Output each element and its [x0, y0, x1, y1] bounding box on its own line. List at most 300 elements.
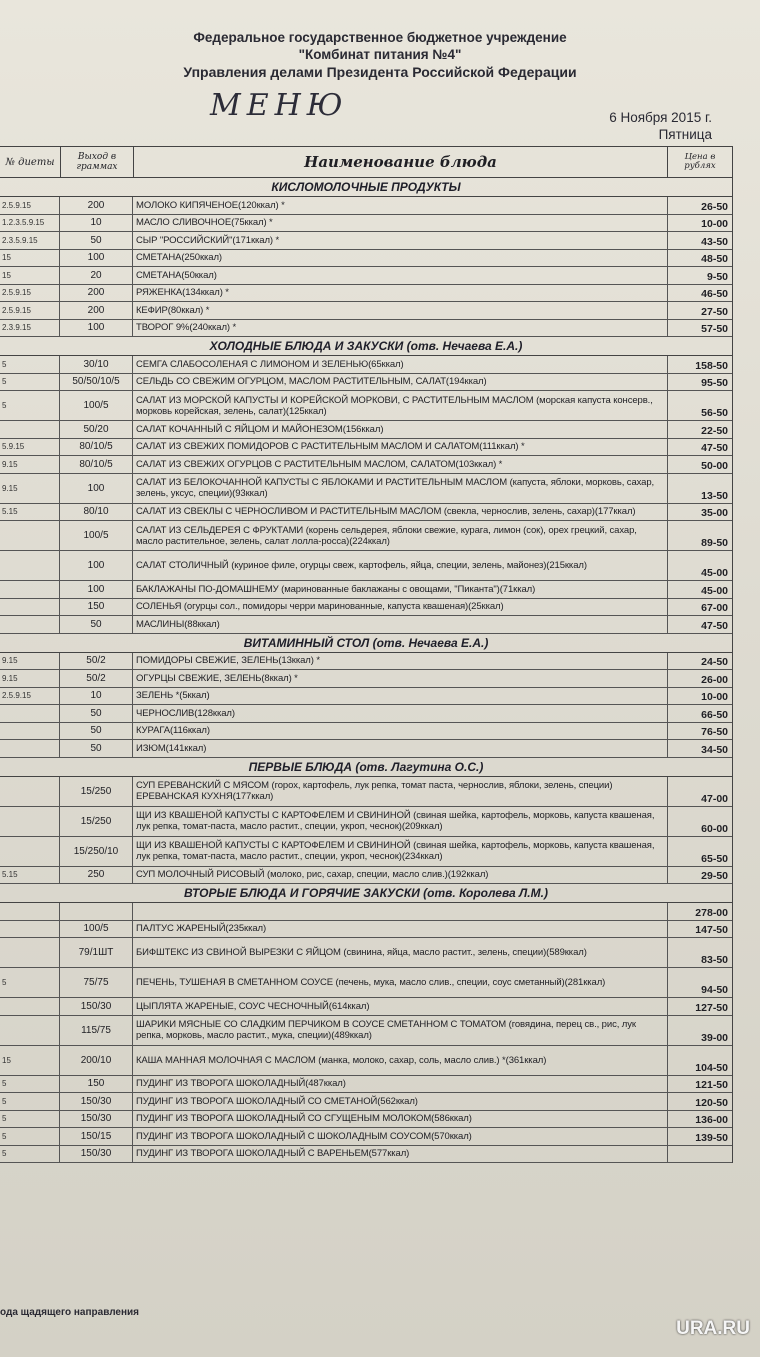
price-cell [668, 921, 732, 938]
diet-cell [0, 903, 60, 920]
table-row [0, 723, 732, 741]
price-cell [668, 688, 732, 705]
yield-cell-text: 50 [90, 742, 102, 754]
price-cell [668, 232, 732, 249]
yield-cell [60, 998, 133, 1015]
dish-name-cell [133, 1076, 668, 1093]
table-row [0, 391, 732, 421]
price-cell-text: 94-50 [701, 984, 728, 996]
diet-cell-text: 5 [2, 401, 7, 410]
diet-cell-text: 2.3.9.15 [2, 323, 31, 333]
dish-name-cell [133, 1111, 668, 1128]
price-cell [668, 1111, 732, 1128]
dish-name-cell [133, 705, 668, 722]
dish-name-cell [133, 504, 668, 521]
diet-cell [0, 474, 60, 503]
yield-cell [60, 391, 133, 420]
price-cell-text: 46-50 [701, 288, 728, 300]
price-cell [668, 705, 732, 722]
yield-cell [60, 504, 133, 521]
price-cell-text: 45-00 [701, 567, 728, 579]
yield-cell [60, 356, 133, 373]
column-header-name: Наименование блюда [134, 147, 668, 177]
yield-cell [60, 374, 133, 391]
yield-cell [60, 521, 133, 550]
diet-cell [0, 551, 60, 580]
yield-cell-text: 50/2 [86, 655, 106, 667]
yield-cell-text: 150 [87, 1078, 105, 1090]
dish-name-cell-text: КЕФИР(80ккал) * [136, 304, 210, 316]
dish-name-cell-text: ЗЕЛЕНЬ *(5ккал) [136, 690, 210, 702]
yield-cell-text: 200/10 [80, 1054, 112, 1066]
diet-cell-text: 2.5.9.15 [2, 288, 31, 298]
table-row [0, 267, 732, 285]
price-cell-text: 104-50 [695, 1061, 728, 1074]
diet-cell-text: 5 [2, 1096, 7, 1106]
dish-name-cell [133, 215, 668, 232]
diet-cell [0, 1128, 60, 1145]
dish-name-cell [133, 723, 668, 740]
diet-cell [0, 1046, 60, 1075]
price-cell [668, 599, 732, 616]
price-cell-text: 10-00 [701, 218, 728, 230]
yield-cell-text: 150 [87, 601, 105, 613]
diet-cell [0, 267, 60, 284]
table-row [0, 938, 732, 968]
dish-name-cell [133, 250, 668, 267]
diet-cell-text: 2.5.9.15 [2, 200, 31, 210]
table-body [0, 178, 732, 1163]
dish-name-cell-text: БИФШТЕКС ИЗ СВИНОЙ ВЫРЕЗКИ С ЯЙЦОМ (свинина, яйца, масло растит., зелень, специи)(589ккал) [136, 947, 587, 958]
yield-cell-text: 50/50/10/5 [72, 376, 120, 388]
price-cell [668, 723, 732, 740]
price-cell-text: 24-50 [701, 656, 728, 668]
price-cell-text: 47-00 [701, 792, 728, 805]
diet-cell [0, 356, 60, 373]
price-cell-text: 48-50 [701, 253, 728, 265]
yield-cell [60, 215, 133, 232]
yield-cell [60, 1046, 133, 1075]
dish-name-cell [133, 968, 668, 997]
dish-name-cell-text: ЩИ ИЗ КВАШЕНОЙ КАПУСТЫ С КАРТОФЕЛЕМ И СВИНИНОЙ (свиная шейка, картофель, морковь, капуста квашеная, лук репка, томат-паста, масло растит., специи, укроп, чеснок)(234ккал) [136, 840, 655, 862]
section-title: ХОЛОДНЫЕ БЛЮДА И ЗАКУСКИ (отв. Нечаева Е.А.) [0, 337, 732, 356]
price-cell [668, 670, 732, 687]
yield-cell-text: 50 [90, 707, 102, 719]
dish-name-cell-text: ЩИ ИЗ КВАШЕНОЙ КАПУСТЫ С КАРТОФЕЛЕМ И СВИНИНОЙ (свиная шейка, картофель, морковь, капуста квашеная, лук репка, томат-паста, масло растит., специи, укроп, чеснок)(209ккал) [136, 810, 655, 832]
diet-cell [0, 670, 60, 687]
table-row [0, 670, 732, 688]
dish-name-cell [133, 1046, 668, 1075]
price-cell-text: 26-00 [701, 673, 728, 686]
yield-cell-text: 100 [87, 560, 105, 571]
diet-cell-text: 5 [2, 1149, 7, 1159]
diet-cell-text: 5 [2, 1114, 7, 1124]
dish-name-cell [133, 616, 668, 633]
price-cell [668, 1128, 732, 1145]
diet-cell [0, 1016, 60, 1045]
price-cell-text: 158-50 [695, 359, 728, 372]
dish-name-cell-text: МАСЛО СЛИВОЧНОЕ(75ккал) * [136, 217, 273, 229]
dish-name-cell-text: САЛАТ СТОЛИЧНЫЙ (куриное филе, огурцы свеж, картофель, яйца, специи, зелень, майонез)(215ккал) [136, 560, 587, 571]
price-cell-text: 95-50 [701, 377, 728, 389]
dish-name-cell [133, 474, 668, 503]
dish-name-cell-text: СУП МОЛОЧНЫЙ РИСОВЫЙ (молоко, рис, сахар, специи, масло слив.)(192ккал) [136, 869, 489, 881]
yield-cell [60, 285, 133, 302]
price-cell [668, 903, 732, 920]
dish-name-cell-text: СЕМГА СЛАБОСОЛЕНАЯ С ЛИМОНОМ И ЗЕЛЕНЬЮ(65ккал) [136, 358, 404, 370]
table-row [0, 356, 732, 374]
table-row [0, 302, 732, 320]
price-cell-text: 10-00 [701, 691, 728, 703]
yield-cell-text: 10 [90, 217, 102, 229]
dish-name-cell-text: ПАЛТУС ЖАРЕНЫЙ(235ккал) [136, 923, 267, 935]
price-cell-text: 47-50 [701, 619, 728, 632]
dish-name-cell [133, 285, 668, 302]
dish-name-cell-text: СМЕТАНА(250ккал) [136, 252, 222, 264]
yield-cell [60, 740, 133, 757]
table-row [0, 616, 732, 634]
diet-cell [0, 581, 60, 598]
diet-cell-text: 5 [2, 1131, 7, 1141]
price-cell [668, 374, 732, 391]
dish-name-cell [133, 670, 668, 687]
org-name-line-1: Федеральное государственное бюджетное учреждение [193, 30, 567, 45]
price-cell-text: 278-00 [695, 906, 728, 919]
footer-note: ода щадящего направления [0, 1307, 140, 1318]
price-cell [668, 504, 732, 521]
diet-cell-text: 5 [2, 359, 7, 369]
yield-cell [60, 599, 133, 616]
dish-name-cell [133, 653, 668, 670]
table-row [0, 1111, 732, 1129]
dish-name-cell [133, 777, 668, 806]
dish-name-cell [133, 232, 668, 249]
yield-cell-text: 80/10/5 [79, 441, 113, 453]
diet-cell [0, 688, 60, 705]
price-cell [668, 581, 732, 598]
table-row [0, 285, 732, 303]
price-cell-text: 65-50 [701, 852, 728, 865]
price-cell [668, 1016, 732, 1045]
diet-cell-text: 5 [2, 377, 7, 387]
diet-cell-text: 15 [2, 270, 11, 280]
yield-cell-text: 50/2 [86, 672, 106, 684]
dish-name-cell-text: ШАРИКИ МЯСНЫЕ СО СЛАДКИМ ПЕРЧИКОМ В СОУСЕ СМЕТАННОМ С ТОМАТОМ (говядина, перец св., рис, лук репка, морковь, масло растит., мука, специи)(489ккал) [136, 1019, 636, 1041]
diet-cell [0, 250, 60, 267]
price-cell [668, 1146, 732, 1163]
dish-name-cell [133, 740, 668, 757]
price-cell [668, 1046, 732, 1075]
table-row [0, 807, 732, 837]
dish-name-cell [133, 903, 668, 920]
diet-cell [0, 504, 60, 521]
dish-name-cell-text: САЛАТ ИЗ МОРСКОЙ КАПУСТЫ И КОРЕЙСКОЙ МОРКОВИ, С РАСТИТЕЛЬНЫМ МАСЛОМ (морская капуста консерв., морковь корейская, зелень, салат)(125ккал) [136, 394, 653, 417]
yield-cell-text: 15/250 [80, 815, 112, 827]
price-cell-text: 66-50 [701, 708, 728, 721]
diet-cell [0, 740, 60, 757]
column-header-yield: Выход в граммах [61, 147, 134, 177]
table-row [0, 197, 732, 215]
dish-name-cell [133, 320, 668, 337]
table-row [0, 581, 732, 599]
dish-name-cell-text: КАША МАННАЯ МОЛОЧНАЯ С МАСЛОМ (манка, молоко, сахар, соль, масло слив.) *(361ккал) [136, 1054, 547, 1066]
table-row [0, 551, 732, 581]
diet-cell [0, 302, 60, 319]
diet-cell [0, 723, 60, 740]
diet-cell [0, 197, 60, 214]
menu-table [0, 146, 733, 1163]
price-cell [668, 521, 732, 550]
price-cell-text: 22-50 [701, 424, 728, 437]
diet-cell [0, 439, 60, 456]
dish-name-cell-text: САЛАТ ИЗ СВЕЖИХ ОГУРЦОВ С РАСТИТЕЛЬНЫМ МАСЛОМ, САЛАТОМ(103ккал) * [136, 458, 503, 470]
yield-cell-text: 50 [90, 725, 102, 737]
dish-name-cell-text: ОГУРЦЫ СВЕЖИЕ, ЗЕЛЕНЬ(8ккал) * [136, 672, 298, 684]
price-cell [668, 267, 732, 284]
price-cell [668, 215, 732, 232]
diet-cell [0, 705, 60, 722]
diet-cell [0, 921, 60, 938]
yield-cell-text: 150/15 [80, 1130, 112, 1142]
dish-name-cell [133, 599, 668, 616]
yield-cell-text: 50/20 [83, 423, 109, 435]
dish-name-cell [133, 867, 668, 884]
yield-cell-text: 115/75 [81, 1024, 111, 1036]
diet-cell [0, 421, 60, 438]
table-row [0, 705, 732, 723]
yield-cell [60, 320, 133, 337]
yield-cell-text: 150/30 [80, 1095, 112, 1107]
diet-cell-text: 9.15 [2, 673, 18, 683]
table-row [0, 504, 732, 522]
dish-name-cell [133, 374, 668, 391]
diet-cell-text: 5 [2, 978, 7, 987]
price-cell-text: 76-50 [701, 726, 728, 738]
price-cell-text: 29-50 [701, 870, 728, 882]
table-row [0, 837, 732, 867]
price-cell [668, 391, 732, 420]
yield-cell-text: 80/10/5 [79, 458, 113, 470]
dish-name-cell [133, 581, 668, 598]
price-cell-text: 9-50 [706, 270, 728, 283]
yield-cell-text: 200 [87, 287, 105, 299]
diet-cell-text: 1.2.3.5.9.15 [2, 218, 45, 228]
dish-name-cell [133, 938, 668, 967]
dish-name-cell [133, 456, 668, 473]
dish-name-cell [133, 302, 668, 319]
dish-name-cell [133, 837, 668, 866]
menu-title: МЕНЮ [210, 88, 349, 123]
table-row [0, 777, 732, 807]
dish-name-cell-text: ПУДИНГ ИЗ ТВОРОГА ШОКОЛАДНЫЙ С ШОКОЛАДНЫМ СОУСОМ(570ккал) [136, 1130, 472, 1142]
yield-cell [60, 837, 133, 866]
yield-cell-text: 100/5 [83, 400, 109, 411]
dish-name-cell-text: ПУДИНГ ИЗ ТВОРОГА ШОКОЛАДНЫЙ(487ккал) [136, 1078, 346, 1090]
yield-cell [60, 1111, 133, 1128]
yield-cell [60, 616, 133, 633]
yield-cell-text: 150/30 [80, 1148, 112, 1160]
yield-cell [60, 705, 133, 722]
diet-cell [0, 1076, 60, 1093]
yield-cell [60, 250, 133, 267]
table-row [0, 320, 732, 338]
dish-name-cell-text: СЫР "РОССИЙСКИЙ"(171ккал) * [136, 234, 280, 246]
diet-cell-text: 5.9.15 [2, 442, 25, 452]
dish-name-cell [133, 551, 668, 580]
price-cell-text: 43-50 [701, 235, 728, 248]
yield-cell-text: 250 [87, 869, 105, 881]
table-row [0, 1093, 732, 1111]
yield-cell [60, 1016, 133, 1045]
yield-cell-text: 50 [90, 618, 102, 630]
dish-name-cell [133, 197, 668, 214]
table-row [0, 653, 732, 671]
price-cell [668, 1093, 732, 1110]
diet-cell-text: 9.15 [2, 483, 18, 493]
yield-cell [60, 867, 133, 884]
table-row [0, 374, 732, 392]
price-cell-text: 89-50 [701, 537, 728, 549]
yield-cell [60, 1093, 133, 1110]
yield-cell [60, 456, 133, 473]
dish-name-cell [133, 1093, 668, 1110]
price-cell-text: 120-50 [695, 1096, 728, 1109]
dish-name-cell-text: СЕЛЬДЬ СО СВЕЖИМ ОГУРЦОМ, МАСЛОМ РАСТИТЕЛЬНЫМ, САЛАТ(194ккал) [136, 376, 487, 388]
table-row [0, 968, 732, 998]
dish-name-cell [133, 1146, 668, 1163]
table-row [0, 250, 732, 268]
diet-cell [0, 1111, 60, 1128]
yield-cell-text: 100/5 [83, 530, 109, 541]
diet-cell-text: 5 [2, 1079, 7, 1089]
table-row [0, 1016, 732, 1046]
diet-cell-text: 15 [2, 1055, 11, 1065]
yield-cell [60, 421, 133, 438]
diet-cell [0, 320, 60, 337]
dish-name-cell [133, 439, 668, 456]
yield-cell [60, 302, 133, 319]
price-cell [668, 356, 732, 373]
price-cell [668, 777, 732, 806]
yield-cell [60, 232, 133, 249]
price-cell-text: 127-50 [695, 1001, 728, 1014]
table-row [0, 903, 732, 921]
diet-cell [0, 938, 60, 967]
yield-cell-text: 100 [87, 322, 105, 334]
price-cell-text: 147-50 [695, 924, 728, 936]
table-row [0, 439, 732, 457]
yield-cell-text: 100 [87, 482, 105, 494]
yield-cell [60, 474, 133, 503]
column-header-price: Цена в рублях [684, 152, 716, 171]
price-cell-text: 67-00 [701, 602, 728, 614]
dish-name-cell [133, 521, 668, 550]
section-title: ВИТАМИННЫЙ СТОЛ (отв. Нечаева Е.А.) [0, 634, 732, 653]
price-cell-text: 39-00 [701, 1031, 728, 1044]
yield-cell-text: 50 [90, 234, 102, 246]
yield-cell-text: 79/1ШТ [78, 947, 114, 958]
price-cell-text: 83-50 [701, 954, 728, 966]
yield-cell [60, 688, 133, 705]
price-cell-text: 27-50 [701, 305, 728, 318]
dish-name-cell-text: ПОМИДОРЫ СВЕЖИЕ, ЗЕЛЕНЬ(13ккал) * [136, 655, 320, 667]
price-cell-text: 34-50 [701, 743, 728, 756]
dish-name-cell-text: САЛАТ КОЧАННЫЙ С ЯЙЦОМ И МАЙОНЕЗОМ(156ккал) [136, 423, 384, 435]
dish-name-cell [133, 421, 668, 438]
table-row [0, 421, 732, 439]
yield-cell [60, 921, 133, 938]
price-cell-text: 57-50 [701, 323, 728, 335]
diet-cell [0, 807, 60, 836]
price-cell [668, 250, 732, 267]
yield-cell-text: 150/30 [80, 1113, 112, 1125]
menu-weekday: Пятница [658, 127, 712, 142]
yield-cell-text: 15/250/10 [73, 845, 119, 857]
diet-cell [0, 998, 60, 1015]
yield-cell-text: 100/5 [83, 923, 109, 935]
table-row [0, 474, 732, 504]
price-cell [668, 439, 732, 456]
table-row [0, 599, 732, 617]
diet-cell [0, 777, 60, 806]
yield-cell [60, 807, 133, 836]
yield-cell-text: 15/250 [80, 785, 112, 797]
yield-cell-text: 75/75 [83, 977, 109, 988]
diet-cell [0, 653, 60, 670]
diet-cell [0, 599, 60, 616]
diet-cell [0, 215, 60, 232]
diet-cell-text: 9.15 [2, 656, 18, 666]
price-cell-text: 60-00 [701, 822, 728, 835]
dish-name-cell-text: ПУДИНГ ИЗ ТВОРОГА ШОКОЛАДНЫЙ С ВАРЕНЬЕМ(577ккал) [136, 1148, 410, 1160]
section-title: ВТОРЫЕ БЛЮДА И ГОРЯЧИЕ ЗАКУСКИ (отв. Королева Л.М.) [0, 884, 732, 903]
table-row [0, 921, 732, 939]
org-name-line-2: "Комбинат питания №4" [298, 47, 462, 62]
dish-name-cell-text: ТВОРОГ 9%(240ккал) * [136, 322, 237, 334]
price-cell-text: 35-00 [701, 507, 728, 519]
yield-cell-text: 200 [87, 199, 105, 211]
yield-cell [60, 903, 133, 920]
watermark-logo: URA.RU [676, 1318, 750, 1339]
table-row [0, 1076, 732, 1094]
table-row [0, 232, 732, 250]
price-cell [668, 653, 732, 670]
yield-cell [60, 1128, 133, 1145]
yield-cell-text: 200 [87, 304, 105, 316]
price-cell [668, 740, 732, 757]
dish-name-cell [133, 998, 668, 1015]
yield-cell [60, 777, 133, 806]
diet-cell [0, 374, 60, 391]
price-cell-text: 45-00 [701, 584, 728, 597]
dish-name-cell-text: ЦЫПЛЯТА ЖАРЕНЫЕ, СОУС ЧЕСНОЧНЫЙ(614ккал) [136, 1000, 370, 1012]
diet-cell [0, 456, 60, 473]
price-cell-text: 47-50 [701, 442, 728, 454]
yield-cell-text: 100 [87, 252, 105, 264]
price-cell-text: 136-00 [695, 1114, 728, 1126]
yield-cell [60, 723, 133, 740]
diet-cell [0, 837, 60, 866]
dish-name-cell-text: РЯЖЕНКА(134ккал) * [136, 287, 229, 299]
yield-cell [60, 670, 133, 687]
dish-name-cell [133, 688, 668, 705]
dish-name-cell-text: ПУДИНГ ИЗ ТВОРОГА ШОКОЛАДНЫЙ СО СГУЩЕНЫМ МОЛОКОМ(586ккал) [136, 1113, 472, 1125]
diet-cell-text: 2.5.9.15 [2, 691, 31, 701]
diet-cell-text: 2.5.9.15 [2, 305, 31, 315]
dish-name-cell-text: СМЕТАНА(50ккал) [136, 269, 217, 281]
diet-cell-text: 9.15 [2, 459, 18, 469]
diet-cell-text: 5.15 [2, 870, 18, 880]
